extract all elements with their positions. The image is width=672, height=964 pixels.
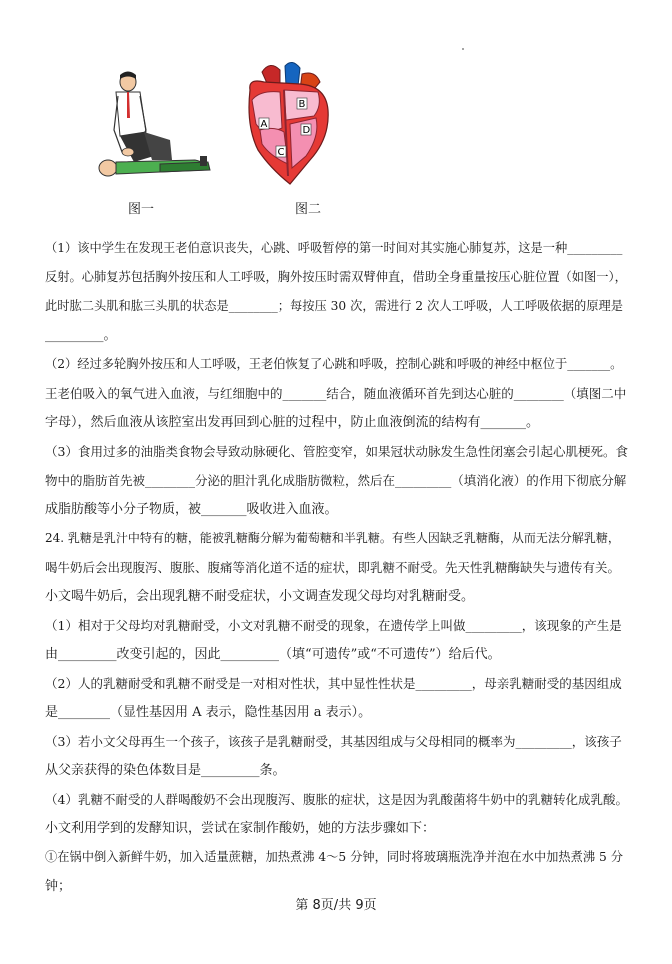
heart-label-d: D xyxy=(302,125,311,136)
text-line: 从父亲获得的染色体数目是_________条。 xyxy=(45,763,286,778)
paragraph-q1 xyxy=(45,234,630,350)
figure-area xyxy=(90,60,350,230)
text-line: （1）该中学生在发现王老伯意识丧失，心跳、呼吸暂停的第一时间对其实施心肺复苏，这是一种_________ xyxy=(45,241,623,255)
cpr-illustration xyxy=(90,70,215,188)
paragraph-q24-3 xyxy=(45,727,630,785)
heart-label-a: A xyxy=(260,119,268,130)
question-text xyxy=(45,234,630,901)
paragraph-q2 xyxy=(45,350,630,437)
paragraph-q24-intro xyxy=(45,524,630,611)
text-line: 成脂肪酸等小分子物质，被_______吸收进入血液。 xyxy=(45,502,338,517)
paragraph-q3 xyxy=(45,437,630,524)
heart-label-b: B xyxy=(298,99,306,110)
text-line: 钟； xyxy=(45,879,72,894)
figure-2-caption: 图二 xyxy=(295,202,322,217)
figure-1-caption: 图一 xyxy=(128,202,155,217)
text-line: （1）相对于父母均对乳糖耐受，小文对乳糖不耐受的现象，在遗传学上叫做_________，该现象的产生是 xyxy=(45,618,622,633)
text-line: （3）食用过多的油脂类食物会导致动脉硬化、管腔变窄，如果冠状动脉发生急性闭塞会引起心肌梗死。食 xyxy=(45,444,628,459)
text-line: （2）经过多轮胸外按压和人工呼吸，王老伯恢复了心跳和呼吸，控制心跳和呼吸的神经中枢位于_______。 xyxy=(45,357,623,371)
text-line: ①在锅中倒入新鲜牛奶，加入适量蔗糖，加热煮沸 4～5 分钟，同时将玻璃瓶洗净并泡在水中加热煮沸 5 分 xyxy=(45,850,623,864)
text-line: 由_________改变引起的，因此_________（填“可遗传”或“不可遗传”）给后代。 xyxy=(45,647,501,662)
paragraph-step-1 xyxy=(45,843,630,901)
text-line: 此时肱二头肌和肱三头肌的状态是________；每按压 30 次，需进行 2 次人工呼吸，人工呼吸依据的原理是 xyxy=(45,299,623,313)
paragraph-q24-1 xyxy=(45,611,630,669)
text-line: 反射。心肺复苏包括胸外按压和人工呼吸，胸外按压时需双臂伸直，借助全身重量按压心脏位置（如图一）， xyxy=(45,270,627,284)
text-line: 字母），然后血液从该腔室出发再回到心脏的过程中，防止血液倒流的结构有_______。 xyxy=(45,415,540,430)
text-line: 是________（显性基因用 A 表示，隐性基因用 a 表示）。 xyxy=(45,705,372,720)
heart-label-c: C xyxy=(277,147,285,158)
page-footer: 第 8页/共 9页 xyxy=(295,898,377,913)
paragraph-q24-4 xyxy=(45,785,630,843)
text-line: 物中的脂肪首先被________分泌的胆汁乳化成脂肪微粒，然后在_________（填消化液）的作用下彻底分解 xyxy=(45,473,627,488)
text-line: （3）若小文父母再生一个孩子，该孩子是乳糖耐受，其基因组成与父母相同的概率为_________，该孩子 xyxy=(45,734,622,749)
text-line: _________。 xyxy=(45,328,117,343)
text-line: 小文喝牛奶后，会出现乳糖不耐受症状，小文调查发现父母均对乳糖耐受。 xyxy=(45,589,475,604)
text-line: （2）人的乳糖耐受和乳糖不耐受是一对相对性状，其中显性性状是_________，母亲乳糖耐受的基因组成 xyxy=(45,676,622,691)
text-line: 24. 乳糖是乳汁中特有的糖，能被乳糖酶分解为葡萄糖和半乳糖。有些人因缺乏乳糖酶，从而无法分解乳糖， xyxy=(45,531,620,545)
paragraph-q24-2 xyxy=(45,669,630,727)
text-line: （4）乳糖不耐受的人群喝酸奶不会出现腹泻、腹胀的症状，这是因为乳酸菌将牛奶中的乳糖转化成乳酸。 xyxy=(45,792,628,807)
heart-diagram xyxy=(240,60,335,190)
speck-dot xyxy=(462,48,464,50)
text-line: 王老伯吸入的氧气进入血液，与红细胞中的_______结合，随血液循环首先到达心脏的________（填图二中 xyxy=(45,386,627,401)
text-line: 小文利用学到的发酵知识，尝试在家制作酸奶，她的方法步骤如下： xyxy=(45,821,436,836)
text-line: 喝牛奶后会出现腹泻、腹胀、腹痛等消化道不适的症状，即乳糖不耐受。先天性乳糖酶缺失与遗传有关。 xyxy=(45,560,621,575)
